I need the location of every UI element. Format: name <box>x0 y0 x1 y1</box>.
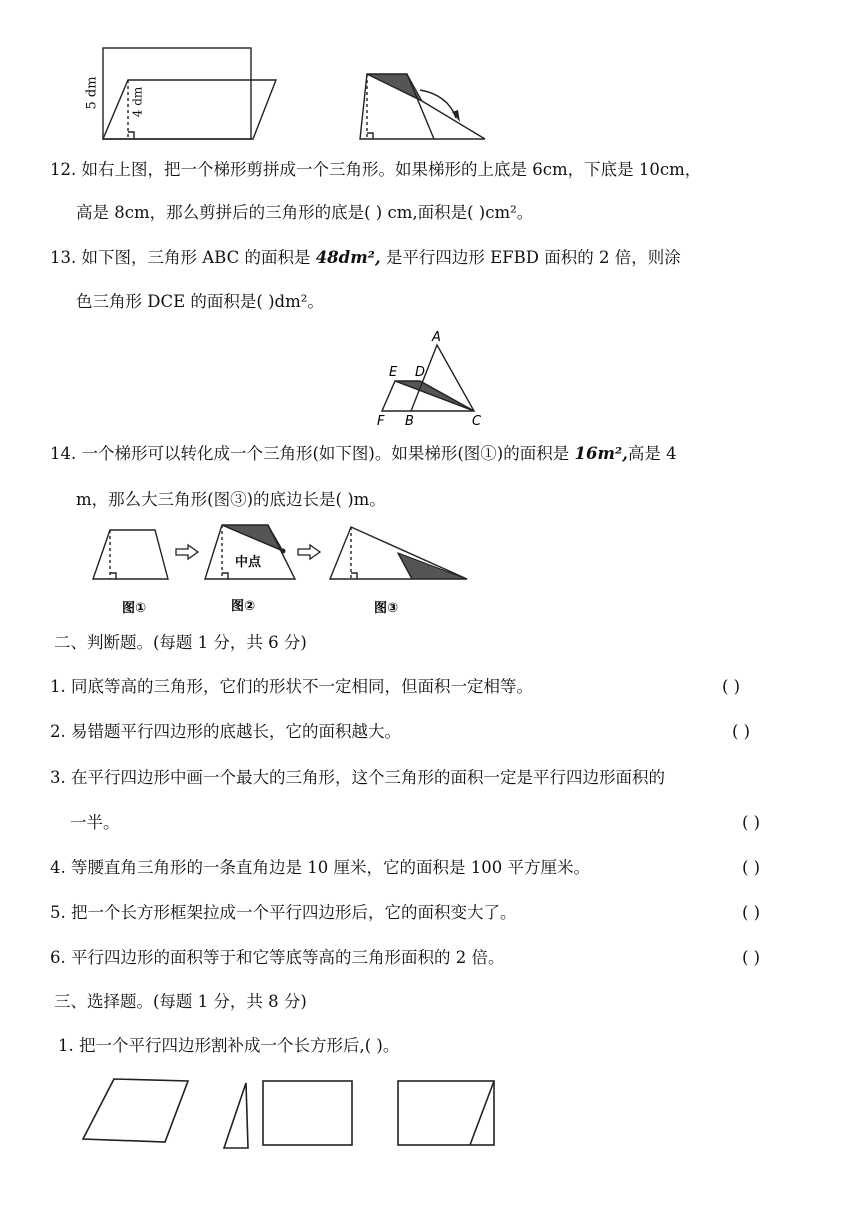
q13-area-math: 48dm², <box>315 248 381 267</box>
judge-answer-5[interactable]: ( ) <box>742 903 761 922</box>
label-4dm: 4 dm <box>130 86 145 118</box>
q14-text-a: 14. 一个梯形可以转化成一个三角形(如下图)。如果梯形(图①)的面积是 <box>50 444 575 463</box>
caption-fig1: 图① <box>122 601 147 616</box>
label-B: B <box>405 414 414 429</box>
q13-line2: 色三角形 DCE 的面积是( )dm²。 <box>76 292 324 311</box>
judge-answer-6[interactable]: ( ) <box>742 948 761 967</box>
judge-item-3: 3. 在平行四边形中画一个最大的三角形，这个三角形的面积一定是平行四边形面积的 <box>50 768 665 787</box>
q13-text-a: 13. 如下图，三角形 ABC 的面积是 <box>50 248 316 267</box>
judge-item-5: 5. 把一个长方形框架拉成一个平行四边形后，它的面积变大了。 <box>50 903 517 922</box>
q13-text-b: 是平行四边形 EFBD 面积的 2 倍，则涂 <box>380 248 681 267</box>
judge-item-2: 2. 易错题平行四边形的底越长，它的面积越大。 <box>50 722 401 741</box>
judge-answer-1[interactable]: ( ) <box>722 677 741 696</box>
judge-answer-4[interactable]: ( ) <box>742 858 761 877</box>
judge-item-1: 1. 同底等高的三角形，它们的形状不一定相同，但面积一定相等。 <box>50 677 533 696</box>
label-midpoint: 中点 <box>235 555 262 570</box>
label-A: A <box>432 330 441 345</box>
caption-fig2: 图② <box>231 599 256 614</box>
caption-fig3: 图③ <box>374 601 399 616</box>
judge-item-4: 4. 等腰直角三角形的一条直角边是 10 厘米，它的面积是 100 平方厘米。 <box>50 858 590 877</box>
judge-item-6: 6. 平行四边形的面积等于和它等底等高的三角形面积的 2 倍。 <box>50 948 505 967</box>
label-C: C <box>472 414 482 429</box>
choice-q1: 1. 把一个平行四边形割补成一个长方形后,( )。 <box>58 1036 400 1055</box>
q12-line1: 12. 如右上图，把一个梯形剪拼成一个三角形。如果梯形的上底是 6cm，下底是 10cm， <box>50 160 702 179</box>
label-E: E <box>389 365 398 380</box>
q14-line2: m，那么大三角形(图③)的底边长是( )m。 <box>76 490 386 509</box>
q14-line1 <box>50 443 677 465</box>
label-5dm: 5 dm <box>84 76 100 110</box>
q12-line2: 高是 8cm，那么剪拼后的三角形的底是( ) cm,面积是( )cm²。 <box>76 203 534 222</box>
q14-area-math: 16m², <box>574 444 628 463</box>
judge-answer-3[interactable]: ( ) <box>742 813 761 832</box>
section3-title: 三、选择题。(每题 1 分，共 8 分) <box>54 992 307 1011</box>
judge-item-3-cont: 一半。 <box>70 813 120 832</box>
q13-line1 <box>50 247 681 269</box>
section2-title: 二、判断题。(每题 1 分，共 6 分) <box>54 633 307 652</box>
label-D: D <box>415 365 426 380</box>
judge-answer-2[interactable]: ( ) <box>732 722 751 741</box>
label-F: F <box>377 414 385 429</box>
q14-text-b: 高是 4 <box>627 444 677 463</box>
